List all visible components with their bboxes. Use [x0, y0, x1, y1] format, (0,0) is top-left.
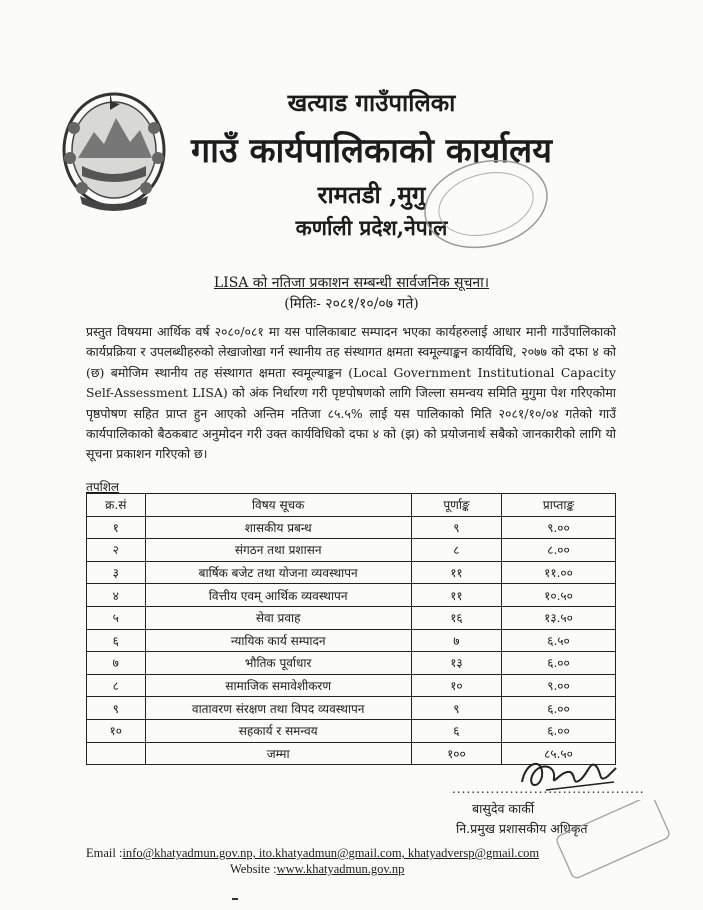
cell-sn: ६ — [87, 629, 146, 652]
page-mark — [232, 898, 238, 900]
signature-line: ........................................ — [452, 782, 645, 796]
signatory-name: बासुदेव कार्की — [472, 801, 535, 816]
total-empty — [87, 742, 146, 765]
cell-obtained-marks: ११.०० — [502, 561, 616, 584]
cell-sn: ५ — [87, 606, 146, 629]
header-sn: क्र.सं — [87, 494, 146, 517]
cell-indicator: वातावरण संरक्षण तथा विपद व्यवस्थापन — [145, 697, 411, 720]
cell-obtained-marks: ६.०० — [502, 652, 616, 675]
cell-indicator: संगठन तथा प्रशासन — [145, 539, 411, 562]
annex-label: तपशिल — [86, 480, 120, 494]
table-row — [87, 652, 616, 675]
cell-full-marks: ११ — [411, 584, 501, 607]
notice-body: प्रस्तुत विषयमा आर्थिक वर्ष २०८०/०८१ मा यस पालिकाबाट सम्पादन भएका कार्यहरुलाई आधार मानी गाउँपालिकाको कार्यप्रक्रिया र उपलब्धीहरुको लेखाजोखा गर्न स्थानीय तह संस्थागत क्षमता स्वमूल्याङ्कन कार्यविधि, २०७७ को दफा ४ को (छ) बमोजिम स्थानीय तह संस्थागत क्षमता स्वमूल्याङ्कन (Local Government Institutional Capacity Self-Assessment LISA) को अंक निर्धारण गरी पृष्टपोषणको लागि जिल्ला समन्वय समिति मुगुमा पेश गरिएकोमा पृष्ठपोषण सहित प्राप्त हुन आएको अन्तिम नतिजा ८५.५% लाई यस पालिकाको मिति २०८१/१०/०४ गतेको गाउँ कार्यपालिकाको बैठकबाट अनुमोदन गरी उक्त कार्यविधिको दफा ४ को (झ) को प्रयोजनार्थ सबैको जानकारीको लागि यो सूचना प्रकाशन गरिएको छ। — [86, 324, 616, 462]
footer-website: Website :www.khatyadmun.gov.np — [230, 862, 405, 876]
cell-full-marks: ८ — [411, 539, 501, 562]
email-links[interactable]: info@khatyadmun.gov.np, ito.khatyadmun@gmail.com, khatyadversp@gmail.com — [122, 846, 540, 860]
cell-indicator: भौतिक पूर्वाधार — [145, 652, 411, 675]
cell-obtained-marks: १३.५० — [502, 606, 616, 629]
notice-subject: LISA को नतिजा प्रकाशन सम्बन्धी सार्वजनिक सूचना। — [213, 275, 490, 291]
cell-full-marks: ९ — [411, 697, 501, 720]
table-row — [87, 561, 616, 584]
table-row — [87, 629, 616, 652]
office-location: रामतडी ,मुगु — [317, 180, 426, 209]
table-row — [87, 606, 616, 629]
total-obtained-marks: ८५.५० — [502, 742, 616, 765]
office-province: कर्णाली प्रदेश,नेपाल — [295, 215, 448, 240]
header-indicator: विषय सूचक — [145, 494, 411, 517]
table-header-row — [87, 494, 616, 517]
cell-obtained-marks: ८.०० — [502, 539, 616, 562]
cell-indicator: सहकार्य र समन्वय — [145, 719, 411, 742]
header-obtained-marks: प्राप्ताङ्क — [502, 494, 616, 517]
cell-full-marks: ६ — [411, 719, 501, 742]
cell-full-marks: ११ — [411, 561, 501, 584]
cell-indicator: सेवा प्रवाह — [145, 606, 411, 629]
table-row — [87, 674, 616, 697]
table-row — [87, 584, 616, 607]
cell-obtained-marks: ६.०० — [502, 697, 616, 720]
cell-sn: ३ — [87, 561, 146, 584]
footer-email: Email :info@khatyadmun.gov.np, ito.khatyadmun@gmail.com, khatyadversp@gmail.com — [86, 846, 540, 860]
cell-indicator: बार्षिक बजेट तथा योजना व्यवस्थापन — [145, 561, 411, 584]
score-table — [86, 493, 616, 765]
total-label: जम्मा — [145, 742, 411, 765]
cell-full-marks: १० — [411, 674, 501, 697]
notice-date: (मितिः- २०८१/१०/०७ गते) — [284, 296, 419, 312]
header-full-marks: पूर्णाङ्क — [411, 494, 501, 517]
municipality-name: खत्याड गाउँपालिका — [287, 88, 456, 117]
cell-sn: ८ — [87, 674, 146, 697]
cell-sn: ४ — [87, 584, 146, 607]
cell-obtained-marks: ६.०० — [502, 719, 616, 742]
cell-sn: ७ — [87, 652, 146, 675]
cell-indicator: सामाजिक समावेशीकरण — [145, 674, 411, 697]
cell-indicator: न्यायिक कार्य सम्पादन — [145, 629, 411, 652]
cell-sn: १० — [87, 719, 146, 742]
table-row — [87, 697, 616, 720]
cell-full-marks: १६ — [411, 606, 501, 629]
cell-indicator: वित्तीय एवम् आर्थिक व्यवस्थापन — [145, 584, 411, 607]
office-stamp — [418, 156, 554, 252]
office-title: गाउँ कार्यपालिकाको कार्यालय — [191, 131, 552, 171]
table-row — [87, 539, 616, 562]
website-link[interactable]: www.khatyadmun.gov.np — [276, 862, 405, 876]
table-row — [87, 719, 616, 742]
cell-full-marks: ९ — [411, 516, 501, 539]
cell-obtained-marks: ९.०० — [502, 516, 616, 539]
table-row — [87, 516, 616, 539]
cell-obtained-marks: १०.५० — [502, 584, 616, 607]
cell-full-marks: १३ — [411, 652, 501, 675]
cell-full-marks: ७ — [411, 629, 501, 652]
cell-sn: २ — [87, 539, 146, 562]
cell-indicator: शासकीय प्रबन्ध — [145, 516, 411, 539]
signatory-designation: नि.प्रमुख प्रशासकीय अधिकृत — [456, 821, 588, 836]
officer-stamp — [548, 800, 678, 880]
cell-sn: १ — [87, 516, 146, 539]
cell-obtained-marks: ६.५० — [502, 629, 616, 652]
cell-obtained-marks: ९.०० — [502, 674, 616, 697]
cell-sn: ९ — [87, 697, 146, 720]
total-full-marks: १०० — [411, 742, 501, 765]
